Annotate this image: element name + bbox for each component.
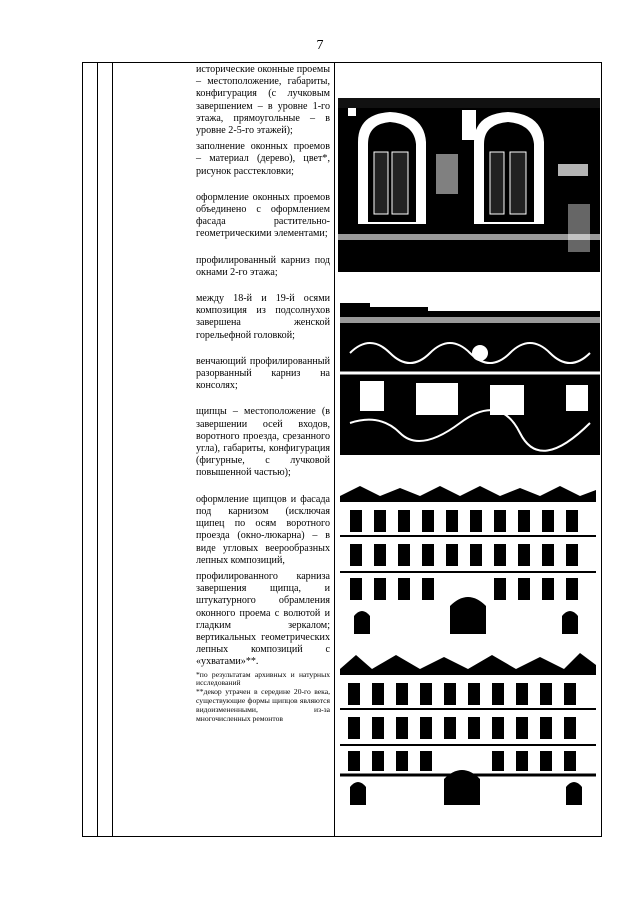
table-column-divider bbox=[334, 62, 335, 837]
paragraph-window-openings: исторические оконные проемы – местоположение, габариты, конфигурация (с лучковым завершением – в уровне 1-го этажа, прямоугольные – в уровне 2-5-го этажей); bbox=[196, 64, 330, 137]
paragraph-window-decor: оформление оконных проемов объединено с оформлением фасада растительно-геометрическими элементами; bbox=[196, 191, 330, 240]
photo-facade-lower bbox=[340, 645, 596, 805]
paragraph-crowning-cornice: венчающий профилированный разорванный карниз на консолях; bbox=[196, 355, 330, 392]
table-border-top bbox=[82, 62, 602, 63]
table-border-right bbox=[601, 62, 602, 837]
table-border-left bbox=[82, 62, 83, 837]
page-number: 7 bbox=[316, 38, 324, 53]
table-column-divider bbox=[112, 62, 113, 837]
paragraph-window-fill: заполнение оконных проемов – материал (дерево), цвет*, рисунок расстекловки; bbox=[196, 141, 330, 177]
table-column-divider bbox=[97, 62, 98, 837]
paragraph-cornice-2nd-floor: профилированный карниз под окнами 2-го этажа; bbox=[196, 254, 330, 278]
photo-cornice-relief bbox=[340, 293, 600, 455]
footnote-2: **декор утрачен в середине 20-го века, существующие формы щипцов являются видоизмененными, из-за многочисленных ремонтов bbox=[196, 687, 330, 724]
photo-facade-upper bbox=[340, 476, 596, 634]
paragraph-gables: щипцы – местоположение (в завершении осей входов, воротного проезда, срезанного угла), габариты, конфигурация (фигурные, с лучковой повышенной частью); bbox=[196, 406, 330, 479]
paragraph-sunflower-composition: между 18-й и 19-й осями композиция из подсолнухов завершена женской горельефной головкой; bbox=[196, 293, 330, 341]
table-border-bottom bbox=[82, 836, 602, 837]
paragraph-gable-cornice: профилированного карниза завершения щипца, и штукатурного обрамления оконного проема с волютой и гладким зеркалом; вертикальных геометрических лепных композиций с «ухватами»**. bbox=[196, 570, 330, 668]
protected-features-text bbox=[196, 64, 330, 724]
photo-arched-windows bbox=[338, 64, 600, 272]
paragraph-gable-decor: оформление щипцов и фасада под карнизом (исключая щипец по осям воротного проезда (окно-люкарна) – в виде угловых веерообразных лепных композиций, bbox=[196, 493, 330, 566]
footnote-1: *по результатам архивных и натурных исследований bbox=[196, 669, 330, 688]
